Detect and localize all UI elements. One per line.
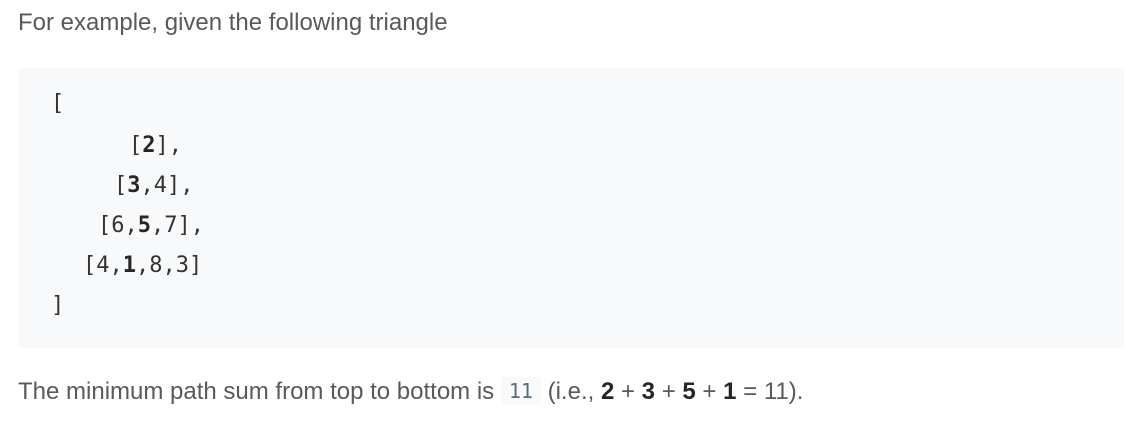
triangle-value: 1 xyxy=(122,253,136,278)
triangle-value: 7 xyxy=(164,213,178,238)
result-inline-code: 11 xyxy=(501,377,541,405)
triangle-row-2: [3,4], xyxy=(114,173,194,198)
path-term: 2 xyxy=(600,378,615,405)
summary-prefix: The minimum path sum from top to bottom is xyxy=(18,378,501,405)
triangle-value: 6 xyxy=(111,213,125,238)
summary-text xyxy=(18,376,803,408)
triangle-row-1: [2], xyxy=(129,133,182,158)
summary-equals: = xyxy=(736,378,764,405)
summary-equation: 2 + 3 + 5 + 1 xyxy=(600,378,737,405)
triangle-row-4: [4,1,8,3] xyxy=(83,253,203,278)
summary-total: 11 xyxy=(763,378,789,405)
triangle-value: 4 xyxy=(96,253,110,278)
triangle-value: 8 xyxy=(149,253,163,278)
triangle-value: 2 xyxy=(142,133,156,158)
triangle-code-block xyxy=(18,68,1124,348)
outer-close-bracket: ] xyxy=(51,293,65,318)
triangle-row-3: [6,5,7], xyxy=(98,213,204,238)
summary-paren-open: (i.e., xyxy=(540,378,601,405)
path-term: 1 xyxy=(723,378,737,405)
path-term: 3 xyxy=(641,378,656,405)
summary-paren-close: ). xyxy=(788,378,804,405)
triangle-value: 4 xyxy=(153,173,167,198)
triangle-value: 3 xyxy=(127,173,141,198)
path-term: 5 xyxy=(682,378,696,405)
triangle-value: 5 xyxy=(137,213,151,238)
triangle-value: 3 xyxy=(175,253,189,278)
outer-open-bracket: [ xyxy=(51,91,65,116)
intro-text: For example, given the following triangle xyxy=(18,9,448,36)
